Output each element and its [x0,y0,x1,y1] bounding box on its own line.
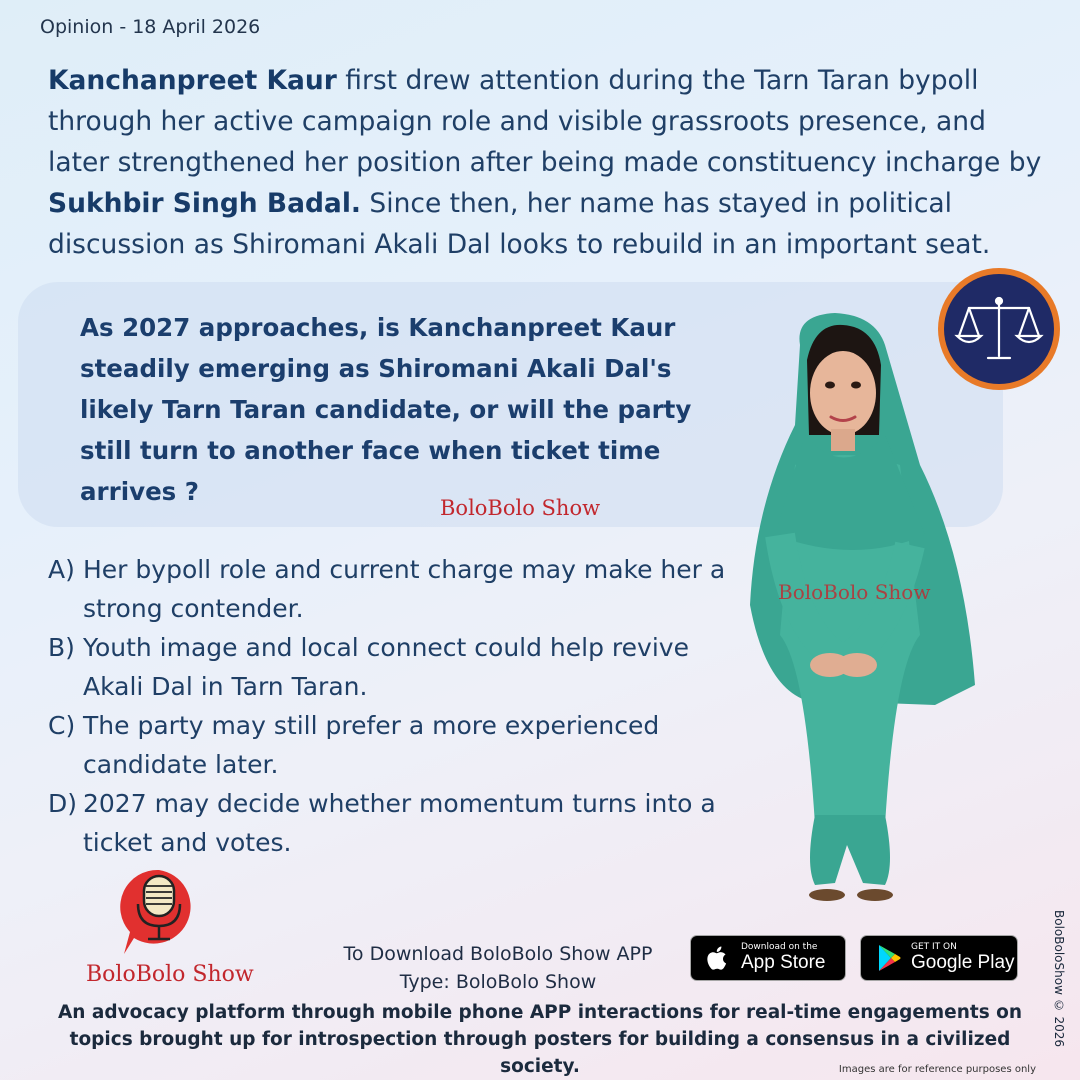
platform-tagline: An advocacy platform through mobile phone APP interactions for real-time engagements on topics brought up for introspection through posters for building a consensus in a civilized society. [57,1002,1023,1077]
intro-text-2: Since then, her name has stayed in political discussion as Shiromani Akali Dal looks to rebuild in an important seat. [48,188,991,260]
post-date: Opinion - 18 April 2026 [40,16,261,38]
apple-icon [701,941,735,975]
intro-name-kanchanpreet: Kanchanpreet Kaur [48,65,337,96]
option-c[interactable]: C) The party may still prefer a more experienced candidate later. [48,711,660,779]
option-a[interactable]: A) Her bypoll role and current charge may make her a strong contender. [48,555,726,623]
image-disclaimer: Images are for reference purposes only [838,1064,1036,1075]
intro-text-1: first drew attention during the Tarn Taran bypoll through her active campaign role and visible grassroots presence, and later strengthened her position after being made constituency incharge by [48,65,1042,178]
google-play-icon [871,941,905,975]
intro-name-sukhbir: Sukhbir Singh Badal. [48,188,361,219]
footer-brand: BoloBolo Show [86,962,254,987]
watermark-figure: BoloBolo Show [778,580,931,604]
watermark-question: BoloBolo Show [440,496,601,520]
poll-options [48,550,748,862]
app-store-button[interactable]: Download on the App Store [690,935,846,981]
poll-question: As 2027 approaches, is Kanchanpreet Kaur steadily emerging as Shiromani Akali Dal's likely Tarn Taran candidate, or will the party still turn to another face when ticket time arrives ? [80,313,692,506]
microphone-icon [118,866,200,958]
copyright-notice: BoloBoloShow © 2026 [1052,910,1066,1048]
google-play-button[interactable]: GET IT ON Google Play [860,935,1018,981]
candidate-illustration [735,305,985,910]
intro-paragraph [48,60,1048,265]
option-b[interactable]: B) Youth image and local connect could help revive Akali Dal in Tarn Taran. [48,633,689,701]
option-d[interactable]: D) 2027 may decide whether momentum turns into a ticket and votes. [48,789,716,857]
download-instructions: To Download BoloBolo Show APP Type: BoloBolo Show [343,943,653,993]
